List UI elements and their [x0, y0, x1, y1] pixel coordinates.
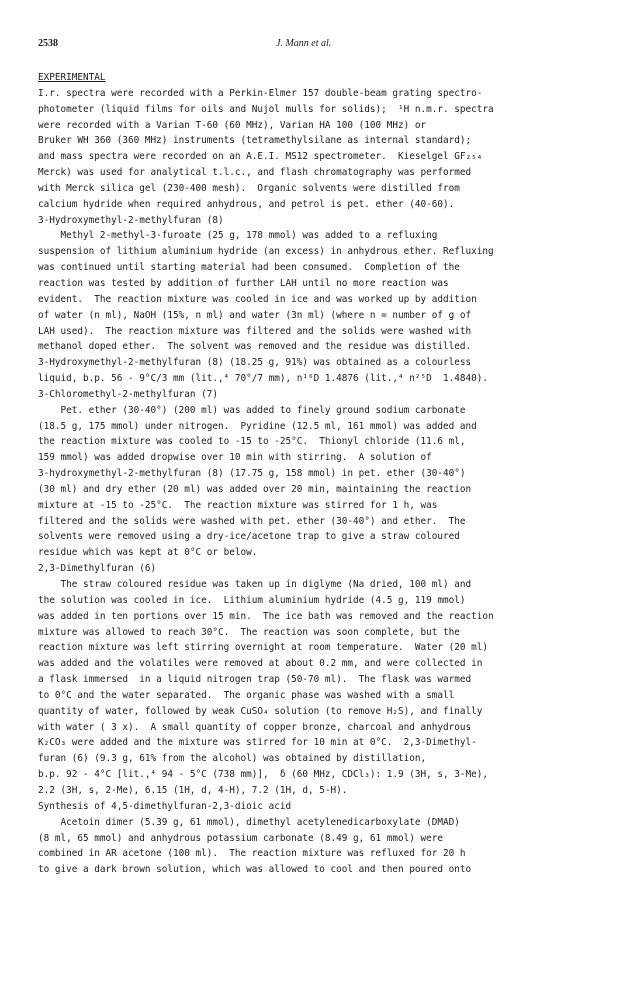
text-line: residue which was kept at 0°C or below. — [38, 547, 258, 559]
text-line: Pet. ether (30-40°) (200 ml) was added to finely ground sodium carbonate — [38, 404, 466, 416]
compound-heading: 3-Chloromethyl-2-methylfuran (7) — [38, 388, 219, 400]
text-line: with Merck silica gel (230-400 mesh). Organic solvents were distilled from — [38, 182, 460, 194]
text-line: evident. The reaction mixture was cooled in ice and was worked up by addition — [38, 293, 477, 305]
text-line: of water (n ml), NaOH (15%, n ml) and water (3n ml) (where n = number of g of — [38, 309, 472, 321]
text-line: was added in ten portions over 15 min. The ice bath was removed and the reaction — [38, 610, 494, 622]
text-line: 3-hydroxymethyl-2-methylfuran (8) (17.75 g, 158 mmol) in pet. ether (30-40°) — [38, 468, 466, 480]
text-line: filtered and the solids were washed with pet. ether (30-40°) and ether. The — [38, 515, 466, 527]
text-line: b.p. 92 - 4°C [lit.,⁴ 94 - 5°C (738 mm)], δ (60 MHz, CDCl₃): 1.9 (3H, s, 3-Me), — [38, 769, 489, 781]
text-line: the solution was cooled in ice. Lithium aluminium hydride (4.5 g, 119 mmol) — [38, 594, 466, 606]
text-line: K₂CO₃ were added and the mixture was stirred for 10 min at 0°C. 2,3-Dimethyl- — [38, 737, 477, 749]
text-line: furan (6) (9.3 g, 61% from the alcohol) was obtained by distillation, — [38, 753, 427, 765]
text-line: The straw coloured residue was taken up in diglyme (Na dried, 100 ml) and — [38, 579, 472, 590]
text-line: (18.5 g, 175 mmol) under nitrogen. Pyridine (12.5 ml, 161 mmol) was added and — [38, 420, 477, 432]
text-line: quantity of water, followed by weak CuSO₄ solution (to remove H₂S), and finally — [38, 705, 483, 717]
text-line: (30 ml) and dry ether (20 ml) was added over 20 min, maintaining the reaction — [38, 483, 472, 495]
text-line: 2.2 (3H, s, 2-Me), 6.15 (1H, d, 4-H), 7.2 (1H, d, 5-H). — [38, 784, 348, 796]
text-line: suspension of lithium aluminium hydride (an excess) in anhydrous ether. Refluxing — [38, 246, 494, 258]
text-line: solvents were removed using a dry-ice/acetone trap to give a straw coloured — [38, 531, 460, 543]
compound-heading: 2,3-Dimethylfuran (6) — [38, 563, 157, 575]
text-line: reaction mixture was left stirring overnight at room temperature. Water (20 ml) — [38, 642, 489, 654]
text-line: 159 mmol) was added dropwise over 10 min with stirring. A solution of — [38, 452, 432, 464]
text-line: calcium hydride when required anhydrous, and petrol is pet. ether (40-60). — [38, 198, 455, 210]
text-line: combined in AR acetone (100 ml). The reaction mixture was refluxed for 20 h — [38, 848, 466, 860]
text-line: 3-Hydroxymethyl-2-methylfuran (8) (18.25 g, 91%) was obtained as a colourless — [38, 357, 472, 369]
text-line: liquid, b.p. 56 - 9°C/3 mm (lit.,⁴ 70°/7 mm), n¹⁶D 1.4876 (lit.,⁴ n²⁵D 1.4840). — [38, 373, 489, 385]
compound-heading: Synthesis of 4,5-dimethylfuran-2,3-dioic acid — [38, 800, 292, 812]
text-line: mixture was allowed to reach 30°C. The reaction was soon complete, but the — [38, 626, 460, 638]
text-line: and mass spectra were recorded on an A.E.I. MS12 spectrometer. Kieselgel GF₂₅₄ — [38, 151, 483, 163]
text-line: (8 ml, 65 mmol) and anhydrous potassium carbonate (8.49 g, 61 mmol) were — [38, 832, 444, 844]
text-line: Acetoin dimer (5.39 g, 61 mmol), dimethyl acetylenedicarboxylate (DMAD) — [38, 816, 460, 828]
text-line: to give a dark brown solution, which was allowed to cool and then poured onto — [38, 864, 472, 876]
text-line: to 0°C and the water separated. The organic phase was washed with a small — [38, 689, 455, 701]
text-line: with water ( 3 x). A small quantity of copper bronze, charcoal and anhydrous — [38, 721, 472, 733]
section-heading: EXPERIMENTAL — [38, 72, 106, 83]
text-line: Merck) was used for analytical t.l.c., and flash chromatography was performed — [38, 167, 472, 179]
text-line: Methyl 2-methyl-3-furoate (25 g, 178 mmol) was added to a refluxing — [38, 230, 438, 242]
text-line: mixture at -15 to -25°C. The reaction mixture was stirred for 1 h, was — [38, 499, 438, 511]
text-line: was continued until starting material had been consumed. Completion of the — [38, 262, 460, 274]
text-line: photometer (liquid films for oils and Nujol mulls for solids); ¹H n.m.r. spectra — [38, 103, 494, 115]
text-line: I.r. spectra were recorded with a Perkin-Elmer 157 double-beam grating spectro- — [38, 87, 483, 99]
running-header-authors: J. Mann et al. — [276, 38, 332, 49]
text-line: Bruker WH 360 (360 MHz) instruments (tetramethylsilane as internal standard); — [38, 135, 472, 147]
text-line: methanol doped ether. The solvent was removed and the residue was distilled. — [38, 341, 472, 353]
experimental-section-text — [38, 70, 590, 878]
text-line: a flask immersed in a liquid nitrogen trap (50-70 ml). The flask was warmed — [38, 674, 472, 686]
page-number: 2538 — [38, 38, 58, 49]
text-line: the reaction mixture was cooled to -15 to -25°C. Thionyl chloride (11.6 ml, — [38, 436, 466, 448]
compound-heading: 3-Hydroxymethyl-2-methylfuran (8) — [38, 214, 224, 226]
text-line: LAH used). The reaction mixture was filtered and the solids were washed with — [38, 325, 472, 337]
text-line: reaction was tested by addition of further LAH until no more reaction was — [38, 277, 449, 289]
text-line: was added and the volatiles were removed at about 0.2 mm, and were collected in — [38, 658, 483, 670]
text-line: were recorded with a Varian T-60 (60 MHz), Varian HA 100 (100 MHz) or — [38, 119, 427, 131]
